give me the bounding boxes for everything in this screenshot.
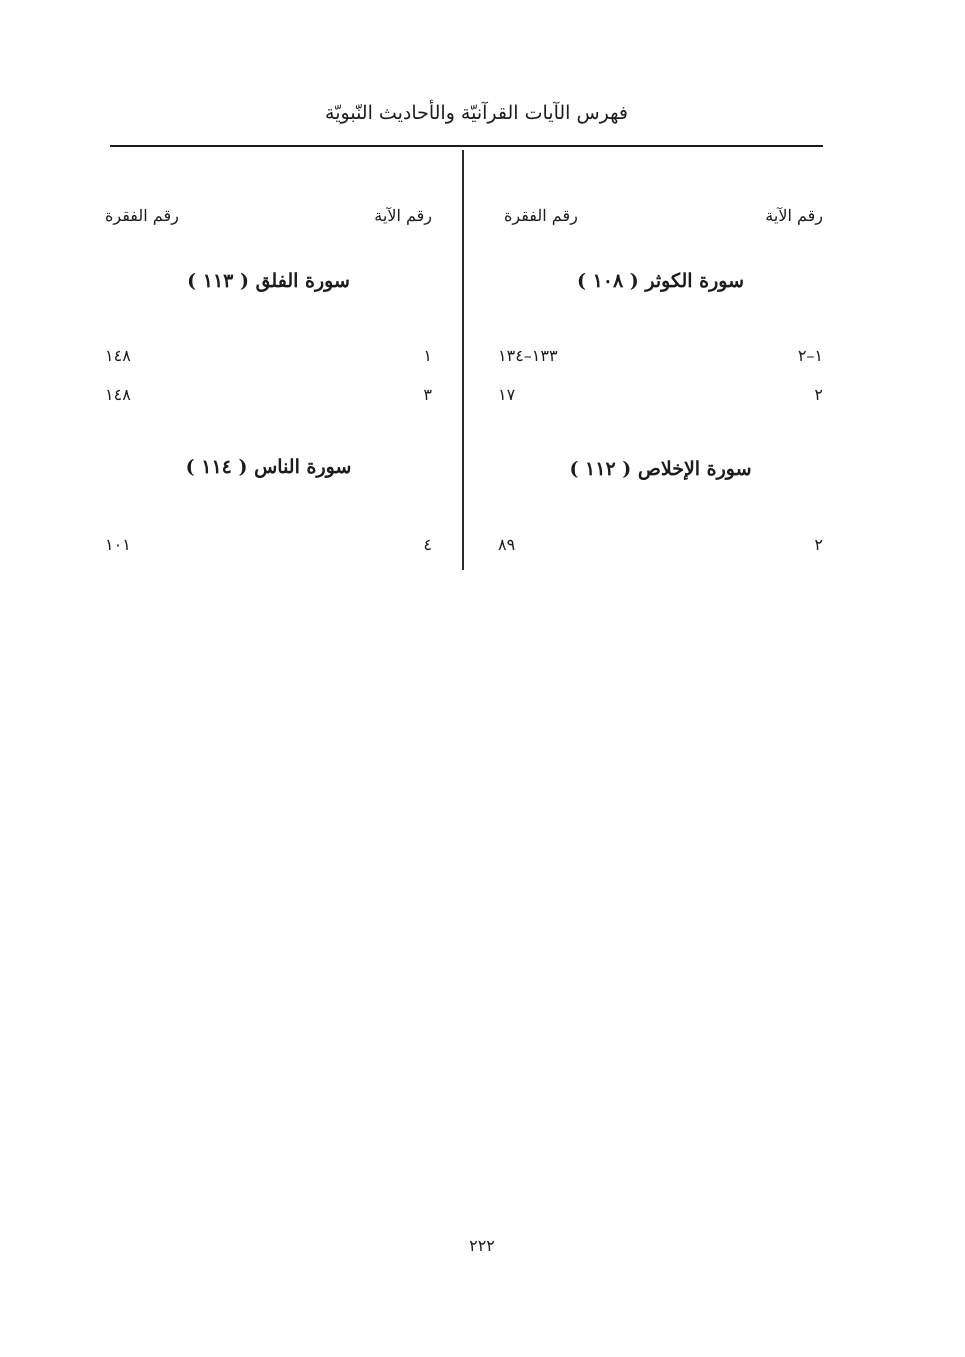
paragraph-number-label: رقم الفقرة <box>105 206 179 225</box>
paragraph-number: ١٤٨ <box>105 346 131 365</box>
surah-title-kawthar: سورة الكوثر ( ١٠٨ ) <box>576 270 745 292</box>
index-entry <box>498 535 823 559</box>
surah-title-falaq: سورة الفلق ( ١١٣ ) <box>187 270 350 292</box>
column-header <box>105 206 432 232</box>
ayah-number: ٤ <box>423 535 432 554</box>
index-entry <box>498 385 823 409</box>
paragraph-number: ١٤٨ <box>105 385 131 404</box>
page-number: ٢٢٢ <box>469 1236 495 1255</box>
ayah-number-label: رقم الآية <box>765 206 823 225</box>
paragraph-number: ١٧ <box>498 385 516 404</box>
ayah-number: ١ <box>423 346 432 365</box>
surah-title-nas: سورة الناس ( ١١٤ ) <box>185 456 352 478</box>
ayah-number: ٢ <box>814 535 823 554</box>
ayah-number-label: رقم الآية <box>374 206 432 225</box>
index-entry <box>105 385 432 409</box>
index-entry <box>105 535 432 559</box>
header-rule <box>110 145 823 147</box>
paragraph-number-label: رقم الفقرة <box>504 206 578 225</box>
index-entry <box>498 346 823 370</box>
ayah-number: ٣ <box>423 385 432 404</box>
paragraph-number: ١٣٣–١٣٤ <box>498 346 558 365</box>
column-divider <box>462 150 464 570</box>
paragraph-number: ٨٩ <box>498 535 516 554</box>
ayah-number: ١–٢ <box>797 346 823 365</box>
ayah-number: ٢ <box>814 385 823 404</box>
page-header-title: فهرس الآيات القرآنيّة والأحاديث النّبويّة <box>325 102 628 124</box>
index-entry <box>105 346 432 370</box>
column-header <box>498 206 823 232</box>
surah-title-ikhlas: سورة الإخلاص ( ١١٢ ) <box>569 458 752 480</box>
paragraph-number: ١٠١ <box>105 535 131 554</box>
